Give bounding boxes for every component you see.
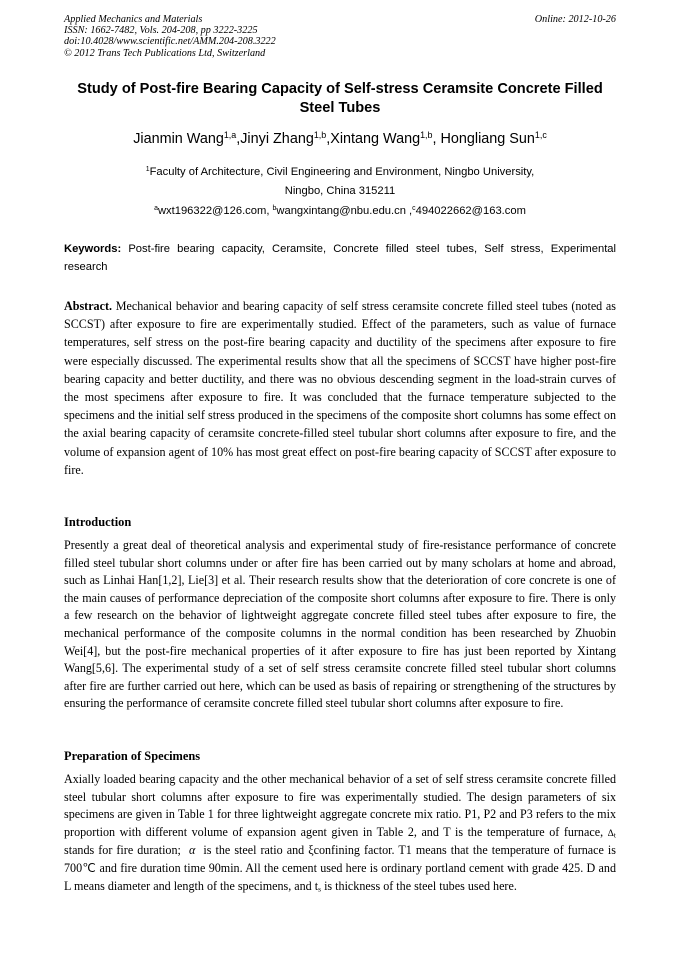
journal-name: Applied Mechanics and Materials — [64, 14, 203, 25]
author-separator: , — [432, 131, 441, 147]
affiliation-superscript: 1 — [145, 166, 150, 174]
author-superscript: 1,a — [223, 130, 237, 141]
introduction-text: Presently a great deal of theoretical analysis and experimental study of fire-resistance performance of concrete filled steel tubular short columns under or after fire has been carried out by many scholars at home and abroad, such as Linhai Han[1,2], Lie[3] et al. Their research results show that the deterioration of core concrete is one of the main causes of performance depreciation of the composite short columns after exposure to fire. There is only a few research on the behavior of lightweight aggregate concrete filled steel tubes after exposure to fire, the mechanical performance of the composite columns in the normal condition has been researched by Zhuobin Wei[4], but the post-fire mechanical properties of it after exposure to fire has just been reported by Xintang Wang[5,6]. The experimental study of a set of self stress ceramsite concrete filled steel tubular short columns after fire are further carried out here, which can be used as basis of repairing or strengthening of the structures by ensuring the performance of ceramsite concrete filled steel tubular short columns after exposure to fire. — [64, 538, 616, 711]
author-name: Jianmin Wang — [133, 131, 224, 147]
delta-subscript: t — [613, 830, 616, 840]
email-link[interactable]: 494022662@163.com — [415, 205, 526, 217]
author-name: Hongliang Sun — [440, 131, 535, 147]
abstract — [64, 297, 616, 479]
email-superscript: c — [412, 205, 416, 213]
email-link[interactable]: wangxintang@nbu.edu.cn — [276, 205, 406, 217]
affiliation-line-2: Ningbo, China 315211 — [284, 184, 396, 197]
author-superscript: 1,c — [534, 130, 547, 141]
keywords — [64, 241, 616, 276]
section-heading-preparation: Preparation of Specimens — [64, 749, 201, 763]
author-superscript: 1,b — [420, 130, 433, 141]
thickness-subscript: s — [318, 884, 322, 894]
preparation-text-part: is the steel ratio and ξconfining factor. T1 means that the temperature of furnace is 700℃ and fire duration time 90min. All the cement used here is ordinary portland cement with grade 425. D and L means diameter and length of the specimens, and t — [64, 843, 620, 893]
author-separator: , — [326, 131, 331, 147]
online-date: Online: 2012-10-26 — [534, 14, 616, 25]
delta-symbol: Δ — [607, 827, 614, 839]
keywords-text: Post-fire bearing capacity, Ceramsite, Concrete filled steel tubes, Self stress, Experimental research — [64, 243, 617, 273]
preparation-text — [64, 771, 620, 895]
author-separator: , — [236, 131, 241, 147]
affiliation-line-1: Faculty of Architecture, Civil Engineering and Environment, Ningbo University, — [149, 166, 535, 178]
doi-line: doi:10.4028/www.scientific.net/AMM.204-208.3222 — [64, 36, 276, 48]
author-list — [64, 130, 616, 148]
copyright-line: © 2012 Trans Tech Publications Ltd, Switzerland — [64, 47, 266, 59]
journal-header — [64, 14, 616, 59]
email-separator: , — [266, 205, 273, 217]
email-link[interactable]: wxt196322@126.com — [157, 205, 267, 217]
issn-line: ISSN: 1662-7482, Vols. 204-208, pp 3222-3225 — [64, 25, 258, 37]
alpha-symbol: α — [188, 843, 196, 858]
paper-title: Study of Post-fire Bearing Capacity of Self-stress Ceramsite Concrete Filled Steel Tubes — [77, 81, 603, 116]
author-name: Xintang Wang — [330, 131, 421, 147]
abstract-text: Mechanical behavior and bearing capacity of self stress ceramsite concrete filled steel tubes (noted as SCCST) after exposure to fire are experimentally studied. Effect of the parameters, such as value of furnace temperatures, self stress on the post-fire bearing capacity and ductility of the specimens after exposure to fire were especially discussed. The experimental results show that all the specimens of SCCST have higher post-fire bearing capacity and better ductility, and there was no obvious descending segment in the load-strain curves of the most specimens after exposure to fire. It was concluded that the furnace temperature subjected to the specimens and the initial self stress produced in the specimens of the composite short columns has some effect on the axial bearing capacity of ceramsite concrete-filled steel tubular short columns after exposure to fire, and the volume of expansion agent of 10% has most great effect on post-fire bearing capacity of SCCST after exposure to fire. — [64, 299, 616, 477]
affiliation — [64, 163, 616, 200]
author-superscript: 1,b — [313, 130, 327, 141]
preparation-text-part: Axially loaded bearing capacity and the other mechanical behavior of a set of self stress ceramsite concrete filled steel tubular short columns after exposure to fire was experimentally studied. The design parameters of six specimens are given in Table 1 for three lightweight aggregate concrete mix ratio. P1, P2 and P3 refers to the mix proportion with different volume of expansion agent given in Table 2, and T is the temperature of furnace, — [64, 772, 616, 839]
email-separator: , — [405, 205, 413, 217]
email-superscript: b — [272, 205, 277, 213]
section-heading-introduction: Introduction — [64, 515, 132, 529]
abstract-label: Abstract. — [64, 299, 113, 313]
email-superscript: a — [154, 205, 158, 213]
email-list — [64, 204, 616, 219]
preparation-text-part: is thickness of the steel tubes used here. — [321, 878, 517, 893]
author-name: Jinyi Zhang — [240, 131, 314, 147]
keywords-label: Keywords: — [64, 243, 122, 255]
preparation-text-part: stands for fire duration; — [64, 824, 620, 858]
